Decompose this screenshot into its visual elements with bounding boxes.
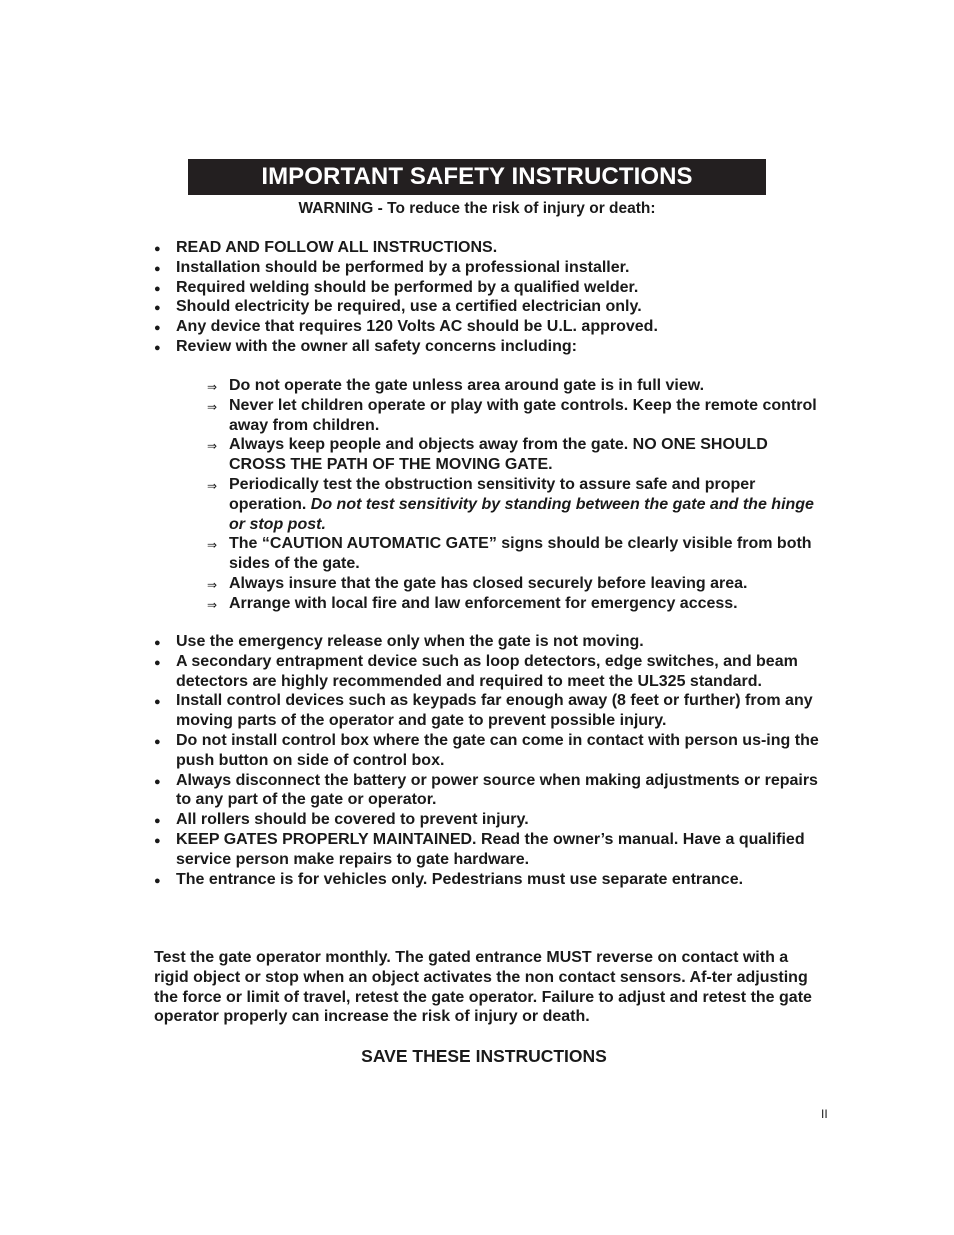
bullet-icon: ● (154, 874, 161, 887)
list-item: ⇒ Never let children operate or play with gate controls. Keep the remote control away from children. (207, 396, 817, 434)
bullet-icon: ● (154, 341, 161, 354)
list-item: ● Use the emergency release only when the gate is not moving. (154, 632, 824, 652)
arrow-right-icon: ⇒ (207, 380, 218, 394)
list-item: ● Install control devices such as keypads far enough away (8 feet or further) from any moving parts of the operator and gate to prevent possible injury. (154, 692, 813, 730)
safety-concerns-list (207, 376, 827, 614)
arrow-right-icon: ⇒ (207, 538, 218, 553)
list-item: ⇒ Always keep people and objects away from the gate. NO ONE SHOULD CROSS THE PATH OF THE MOVING GATE. (207, 436, 768, 474)
bullet-icon: ● (154, 834, 161, 847)
arrow-right-icon: ⇒ (207, 478, 218, 493)
bullet-icon: ● (154, 243, 161, 255)
list-item: ● Always disconnect the battery or power source when making adjustments or repairs to any part of the gate or operator. (154, 771, 818, 809)
list-item: ● Installation should be performed by a professional installer. (154, 258, 824, 278)
list-item: ● The entrance is for vehicles only. Pedestrians must use separate entrance. (154, 870, 824, 890)
list-item: ⇒ Do not operate the gate unless area around gate is in full view. (207, 376, 827, 396)
bullet-icon: ● (154, 656, 161, 669)
list-item: ● All rollers should be covered to prevent injury. (154, 810, 824, 830)
safety-list-1 (154, 238, 824, 357)
list-item: ● KEEP GATES PROPERLY MAINTAINED. Read the owner’s manual. Have a qualified service person make repairs to gate hardware. (154, 830, 805, 868)
list-item: ⇒ Arrange with local fire and law enforcement for emergency access. (207, 594, 827, 614)
page-number: II (821, 1107, 828, 1121)
list-item: ⇒ The “CAUTION AUTOMATIC GATE” signs should be clearly visible from both sides of the gate. (207, 535, 812, 573)
bullet-icon: ● (154, 637, 161, 649)
bullet-icon: ● (154, 282, 161, 295)
test-paragraph: Test the gate operator monthly. The gated entrance MUST reverse on contact with a rigid object or stop when an object activates the non contact sensors. Af-ter adjusting the force or limit of travel, retest the gate operator. Failure to adjust and retest the gate operator properly can increase the risk of injury or death. (154, 949, 812, 1026)
list-item: ● Required welding should be performed by a qualified welder. (154, 278, 824, 298)
list-item: ● Review with the owner all safety concerns including: (154, 337, 824, 357)
bullet-icon: ● (154, 775, 161, 788)
bullet-icon: ● (154, 302, 161, 315)
list-item: ● Should electricity be required, use a certified electrician only. (154, 297, 824, 317)
list-item: ● READ AND FOLLOW ALL INSTRUCTIONS. (154, 238, 824, 258)
list-item: ● Do not install control box where the gate can come in contact with person us-ing the push button on side of control box. (154, 731, 819, 769)
bullet-icon: ● (154, 322, 161, 335)
arrow-right-icon: ⇒ (207, 399, 218, 414)
bullet-icon: ● (154, 735, 161, 748)
arrow-right-icon: ⇒ (207, 597, 218, 612)
page-title: IMPORTANT SAFETY INSTRUCTIONS (188, 159, 766, 195)
safety-list-2 (154, 632, 824, 889)
save-instructions-heading: SAVE THESE INSTRUCTIONS (361, 1046, 607, 1066)
arrow-right-icon: ⇒ (207, 577, 218, 592)
list-item: ● A secondary entrapment device such as loop detectors, edge switches, and beam detectors are highly recommended and required to meet the UL325 standard. (154, 652, 798, 690)
list-item: ⇒ Periodically test the obstruction sensitivity to assure safe and proper operation. Do not test sensitivity by standing between the gate and the hinge or stop post. (207, 475, 814, 533)
warning-text: WARNING - To reduce the risk of injury or death: (298, 200, 656, 217)
arrow-right-icon: ⇒ (207, 439, 218, 454)
list-item: ● Any device that requires 120 Volts AC should be U.L. approved. (154, 317, 824, 337)
bullet-icon: ● (154, 815, 161, 828)
bullet-icon: ● (154, 262, 161, 275)
list-item: ⇒ Always insure that the gate has closed securely before leaving area. (207, 574, 827, 594)
bullet-icon: ● (154, 696, 161, 709)
